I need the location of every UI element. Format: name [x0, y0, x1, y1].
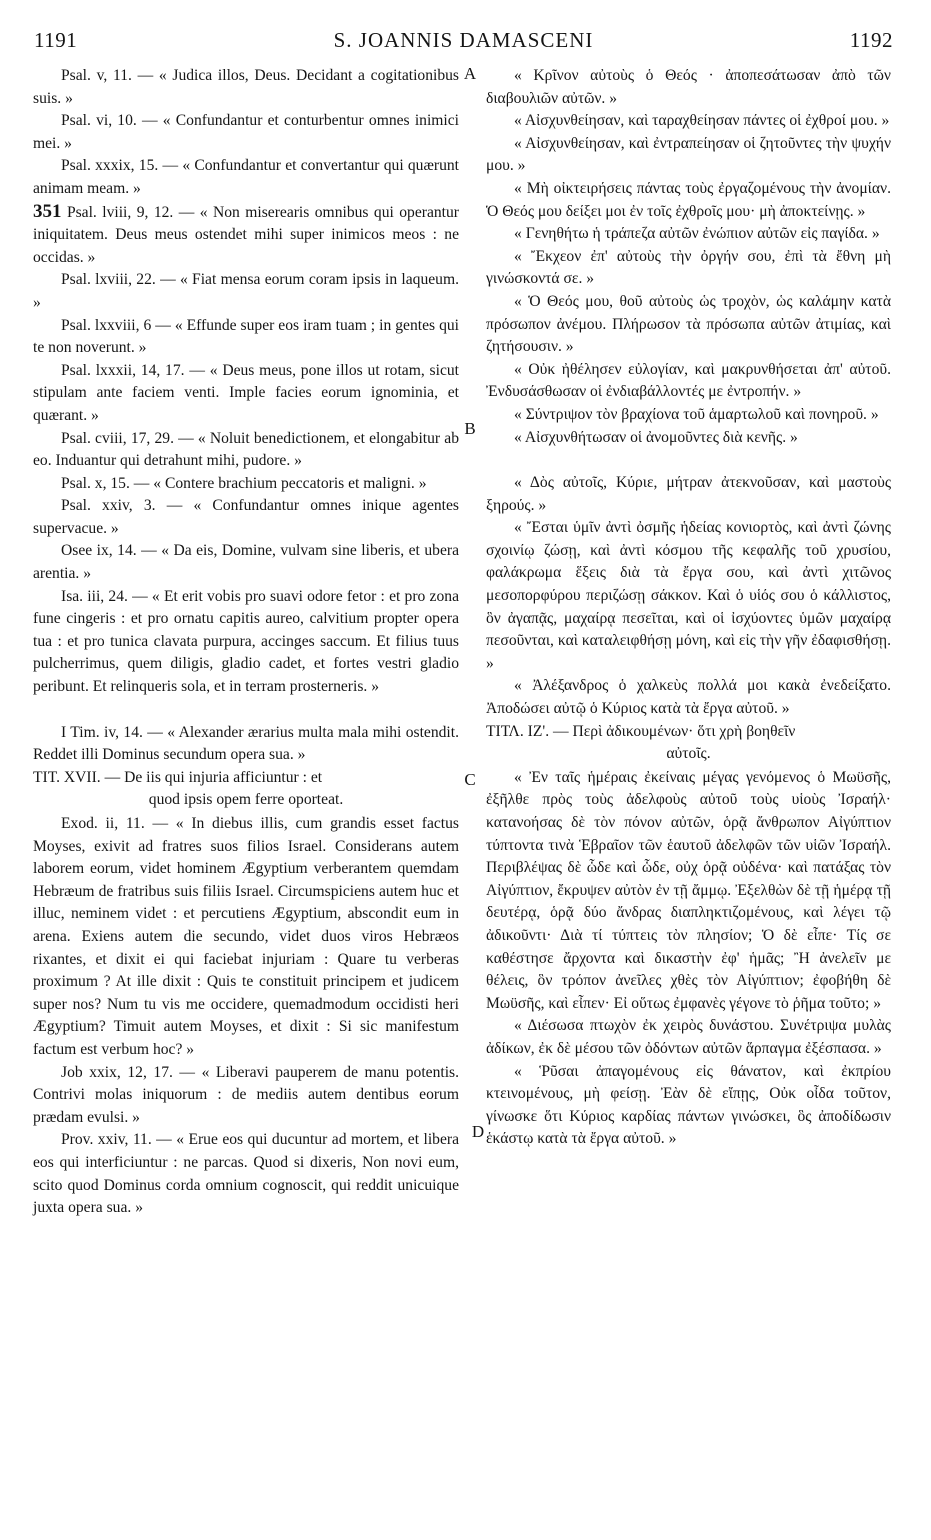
latin-verse-text: I Tim. iv, 14. — « Alexander ærarius multa mala mihi ostendit. Reddet illi Dominus secundum opera sua. » — [33, 723, 459, 764]
column-number-marker: 351 — [33, 200, 62, 222]
greek-verse-entry — [486, 65, 891, 110]
greek-verse-text: « Κρῖνον αὐτοὺς ὁ Θεός · ἀποπεσάτωσαν ἀπὸ τῶν διαβουλιῶν αὐτῶν. » — [486, 67, 891, 107]
greek-verse-entry — [486, 675, 891, 720]
latin-verse-text: Psal. xxiv, 3. — « Confundantur omnes inique agentes supervacue. » — [33, 497, 459, 537]
greek-verse-entry — [486, 472, 891, 517]
latin-verse-entry — [33, 473, 459, 496]
greek-verse-text: « Μὴ οἰκτειρήσεις πάντας τοὺς ἐργαζομένους τὴν ἀνομίαν. Ὁ Θεός μου δείξει μοι ἐν τοῖς ἐχθροῖς μου· μὴ ἀποκτείνῃς. » — [486, 179, 891, 220]
latin-verse-text: Job xxix, 12, 17. — « Liberavi pauperem de manu potentis. Contrivi molas iniquorum : de mediis autem dentibus eorum prædam evulsi. » — [33, 1063, 459, 1126]
latin-verse-entry — [33, 813, 459, 1062]
greek-verse-entry — [486, 767, 891, 1016]
latin-verse-text: Psal. xxxix, 15. — « Confundantur et convertantur qui quærunt animam meam. » — [33, 157, 459, 197]
greek-verse-text: « Ῥῦσαι ἀπαγομένους εἰς θάνατον, καὶ ἐκπρίου κτεινομένους, μὴ φείσῃ. Ἐὰν δὲ εἴπῃς, Οὐκ οἶδα τοῦτον, γίνωσκε ὅτι Κύριος καρδίας πάντων γινώσκει, ὃς ἀποδίδωσιν ἑκάστῳ κατὰ τὰ ἔργα αὐτοῦ. » — [486, 1062, 891, 1148]
latin-verse-entry — [33, 201, 459, 270]
greek-verse-text: « Οὐκ ἠθέλησεν εὐλογίαν, καὶ μακρυνθήσεται ἀπ' αὐτοῦ. Ἐνδυσάσθωσαν οἱ ἐνδιαβάλλοντές με ἐντροπήν. » — [486, 360, 891, 401]
latin-verse-text: Psal. x, 15. — « Contere brachium peccatoris et maligni. » — [61, 474, 427, 492]
latin-verse-entry — [33, 360, 459, 428]
greek-verse-entry — [486, 178, 891, 223]
latin-verse-text: Exod. ii, 11. — « In diebus illis, cum grandis esset factus Moyses, exivit ad fratres suos filios Israel. Considerans autem laborem eorum, videt hominem Ægyptium verberantem quemdam Hebræum de fratribus suis filiis Israel. Circumspiciens autem huc et illuc, neminem videt : et percutiens Ægyptium, abscondit eum in arena. Exiens autem die secundo, videt duos viros Hebræos rixantes, et dixit ei qui faciebat injuriam : Quare tu verberas proximum ? At ille dixit : Quis te constituit principem et judicem super nos? Num tu vis me occidere, quemadmodum occidisti heri Ægyptium? Timuit autem Moyses, et dixit : Si sic manifestum factum est verbum hoc? » — [33, 815, 459, 1058]
greek-verse-text: « Ἐν ταῖς ἡμέραις ἐκείναις μέγας γενόμενος ὁ Μωϋσῆς, ἐξῆλθε πρὸς τοὺς ἀδελφοὺς αὐτοῦ τοὺς υἱοὺς Ἰσραήλ· κατανοήσας δὲ τὸν πόνον αὐτῶν, ὁρᾷ ἄνθρωπον Αἰγύπτιον τύπτοντα τινὰ Ἑβραῖον τῶν ἑαυτοῦ ἀδελφῶν τῶν υἱῶν Ἰσραήλ. Περιβλέψας δὲ ὧδε καὶ ὧδε, οὐχ ὁρᾷ οὐδένα· καὶ πατάξας τὸν Αἰγύπτιον, ἔκρυψεν αὐτὸν ἐν τῇ ἄμμῳ. Ἐξελθὼν δὲ τῇ ἡμέρᾳ τῇ δευτέρᾳ, ὁρᾷ δύο ἄνδρας διαπληκτιζομένους, καὶ λέγει τῷ ἀδικοῦντι· Διὰ τί τύπτεις τὸν πλησίον; Ὁ δὲ εἶπε· Τίς σε καθέστησε ἄρχοντα καὶ δικαστὴν ἐφ' ἡμᾶς; Ἢ ἀνελεῖν με θέλεις, ὃν τρόπον ἀνεῖλες χθὲς τὸν Αἰγύπτιον; ἐφοβήθη δὲ Μωϋσῆς, καὶ εἶπεν· Εἰ οὕτως ἐμφανὲς γέγονε τὸ ῥῆμα τοῦτο; » — [486, 768, 891, 1012]
latin-column — [33, 65, 459, 1220]
greek-section-title — [486, 721, 891, 766]
greek-verse-text: « Αἰσχυνθείησαν, καὶ ταραχθείησαν πάντες οἱ ἐχθροί μου. » — [514, 112, 890, 130]
greek-verse-entry — [486, 223, 891, 246]
latin-section-title — [33, 767, 459, 812]
latin-verse-entry — [33, 722, 459, 767]
greek-verse-entry — [486, 517, 891, 675]
latin-verse-entry — [33, 110, 459, 155]
greek-section-title-sub: αὐτοῖς. — [666, 745, 711, 763]
latin-verse-entry — [33, 269, 459, 314]
greek-verse-entry — [486, 1015, 891, 1060]
latin-verse-text: Osee ix, 14. — « Da eis, Domine, vulvam sine liberis, et ubera arentia. » — [33, 542, 459, 583]
right-page-number: 1192 — [849, 28, 893, 52]
greek-spacer — [486, 449, 891, 472]
greek-column — [486, 65, 891, 1151]
latin-section-title-sub: quod ipsis opem ferre oporteat. — [148, 791, 344, 809]
margin-marker-a: A — [463, 64, 477, 83]
margin-marker-d: D — [471, 1122, 485, 1141]
latin-verse-entry — [33, 540, 459, 585]
greek-verse-text: « Ἔσται ὑμῖν ἀντὶ ὀσμῆς ἡδείας κονιορτὸς, καὶ ἀντὶ ζώνης σχοινίῳ ζώσῃ, καὶ ἀντὶ κόσμου τῆς κεφαλῆς τοῦ χρυσίου, φαλάκρωμα ἕξεις διὰ τὰ ἔργα σου, καὶ ἀντὶ χιτῶνος μεσοπορφύρου περιζώσῃ σάκκον. Καὶ ὁ υἱός σου ὁ κάλλιστος, ὃν ἀγαπᾷς, μαχαίρᾳ πεσεῖται, καὶ οἱ ἰσχύοντες ὑμῶν μαχαίρᾳ πεσοῦνται, καὶ καταλειφθήσῃ μόνη, καὶ εἰς τὴν γῆν ἐδαφισθήσῃ. » — [486, 519, 891, 672]
latin-verse-text: Psal. lviii, 9, 12. — « Non miserearis omnibus qui operantur iniquitatem. Deus meus ostendet mihi super inimicos meos : ne occidas. » — [33, 203, 460, 266]
latin-verse-entry — [33, 1062, 459, 1130]
greek-verse-text: « Σύντριψον τὸν βραχίονα τοῦ ἁμαρτωλοῦ καὶ πονηροῦ. » — [514, 405, 879, 423]
latin-verse-entry — [33, 155, 459, 200]
greek-verse-text: « Ἀλέξανδρος ὁ χαλκεὺς πολλά μοι κακὰ ἐνεδείξατο. Ἀποδώσει αὐτῷ ὁ Κύριος κατὰ τὰ ἔργα αὐτοῦ. » — [486, 677, 891, 718]
left-page-number: 1191 — [34, 28, 78, 52]
latin-verse-entry — [33, 586, 459, 699]
greek-verse-text: « Αἰσχυνθείησαν, καὶ ἐντραπείησαν οἱ ζητοῦντες τὴν ψυχήν μου. » — [486, 134, 891, 175]
margin-marker-c: C — [464, 770, 476, 789]
page-header — [34, 28, 893, 58]
latin-verse-text: Prov. xxiv, 11. — « Erue eos qui ducuntur ad mortem, et libera eos qui interficiuntur : ne parcas. Quod si dixeris, Non novi eum, scito quod Dominus corda omnium cognoscit, qui reddit unicuique juxta opera sua. » — [33, 1131, 459, 1217]
latin-verse-text: Psal. vi, 10. — « Confundantur et conturbentur omnes inimici mei. » — [33, 112, 459, 152]
greek-verse-text: « Δὸς αὐτοῖς, Κύριε, μήτραν ἀτεκνοῦσαν, καὶ μαστοὺς ξηρούς. » — [486, 474, 891, 514]
latin-verse-text: Psal. lxviii, 22. — « Fiat mensa eorum coram ipsis in laqueum. » — [33, 271, 459, 311]
latin-verse-text: Psal. cviii, 17, 29. — « Noluit benedictionem, et elongabitur ab eo. Induantur qui detrahunt mihi, pudore. » — [33, 429, 459, 470]
latin-verse-text: Isa. iii, 24. — « Et erit vobis pro suavi odore fetor : et pro zona fune cingeris : et pro ornatu capitis aureo, calvitium propter opera tua : et pro tunica clavata purpura, accinges saccum. Et filius tuus pulcherrimus, quem diligis, gladio cadet, et fortes vestri gladio peribunt. Et relinqueris sola, et in terram prosterneris. » — [33, 587, 459, 696]
greek-section-title-main: ΤΙΤΛ. ΙΖ'. — Περὶ ἀδικουμένων· ὅτι χρὴ βοηθεῖν — [486, 722, 796, 740]
latin-section-title-main: TIT. XVII. — De iis qui injuria afficiuntur : et — [33, 768, 323, 786]
greek-verse-text: « Γενηθήτω ἡ τράπεζα αὐτῶν ἐνώπιον αὐτῶν εἰς παγίδα. » — [514, 225, 880, 243]
greek-verse-entry — [486, 404, 891, 427]
greek-verse-text: « Ὁ Θεός μου, θοῦ αὐτοὺς ὡς τροχὸν, ὡς καλάμην κατὰ πρόσωπον ἀνέμου. Πλήρωσον τὰ πρόσωπα αὐτῶν ἀτιμίας, καὶ ζητήσουσιν. » — [486, 292, 891, 356]
latin-verse-entry — [33, 65, 459, 110]
latin-verse-text: Psal. lxxxii, 14, 17. — « Deus meus, pone illos ut rotam, sicut stipulam ante faciem venti. Imple facies eorum ignominia, et quærant. » — [33, 361, 459, 424]
greek-verse-entry — [486, 427, 891, 450]
greek-verse-text: « Διέσωσα πτωχὸν ἐκ χειρὸς δυνάστου. Συνέτριψα μυλὰς ἀδίκων, ἐκ δὲ μέσου τῶν ὀδόντων αὐτῶν ἅρπαγμα ἐξέσπασα. » — [486, 1017, 891, 1057]
greek-verse-text: « Ἔκχεον ἐπ' αὐτοὺς τὴν ὀργήν σου, ἐπὶ τὰ ἔθνη μὴ γινώσκοντά σε. » — [486, 247, 891, 288]
running-title: S. JOANNIS DAMASCENI — [333, 28, 594, 52]
greek-verse-entry — [486, 291, 891, 359]
latin-spacer — [33, 699, 459, 722]
margin-marker-b: B — [464, 419, 476, 438]
latin-verse-entry — [33, 495, 459, 540]
greek-verse-entry — [486, 133, 891, 178]
latin-verse-entry — [33, 428, 459, 473]
greek-verse-entry — [486, 1061, 891, 1151]
greek-verse-entry — [486, 246, 891, 291]
latin-verse-text: Psal. lxxviii, 6 — « Effunde super eos iram tuam ; in gentes qui te non noverunt. » — [33, 316, 459, 357]
latin-verse-entry — [33, 1129, 459, 1219]
greek-verse-text: « Αἰσχυνθήτωσαν οἱ ἀνομοῦντες διὰ κενῆς. » — [514, 428, 798, 446]
latin-verse-text: Psal. v, 11. — « Judica illos, Deus. Decidant a cogitationibus suis. » — [33, 67, 459, 107]
greek-verse-entry — [486, 359, 891, 404]
latin-verse-entry — [33, 315, 459, 360]
greek-verse-entry — [486, 110, 891, 133]
